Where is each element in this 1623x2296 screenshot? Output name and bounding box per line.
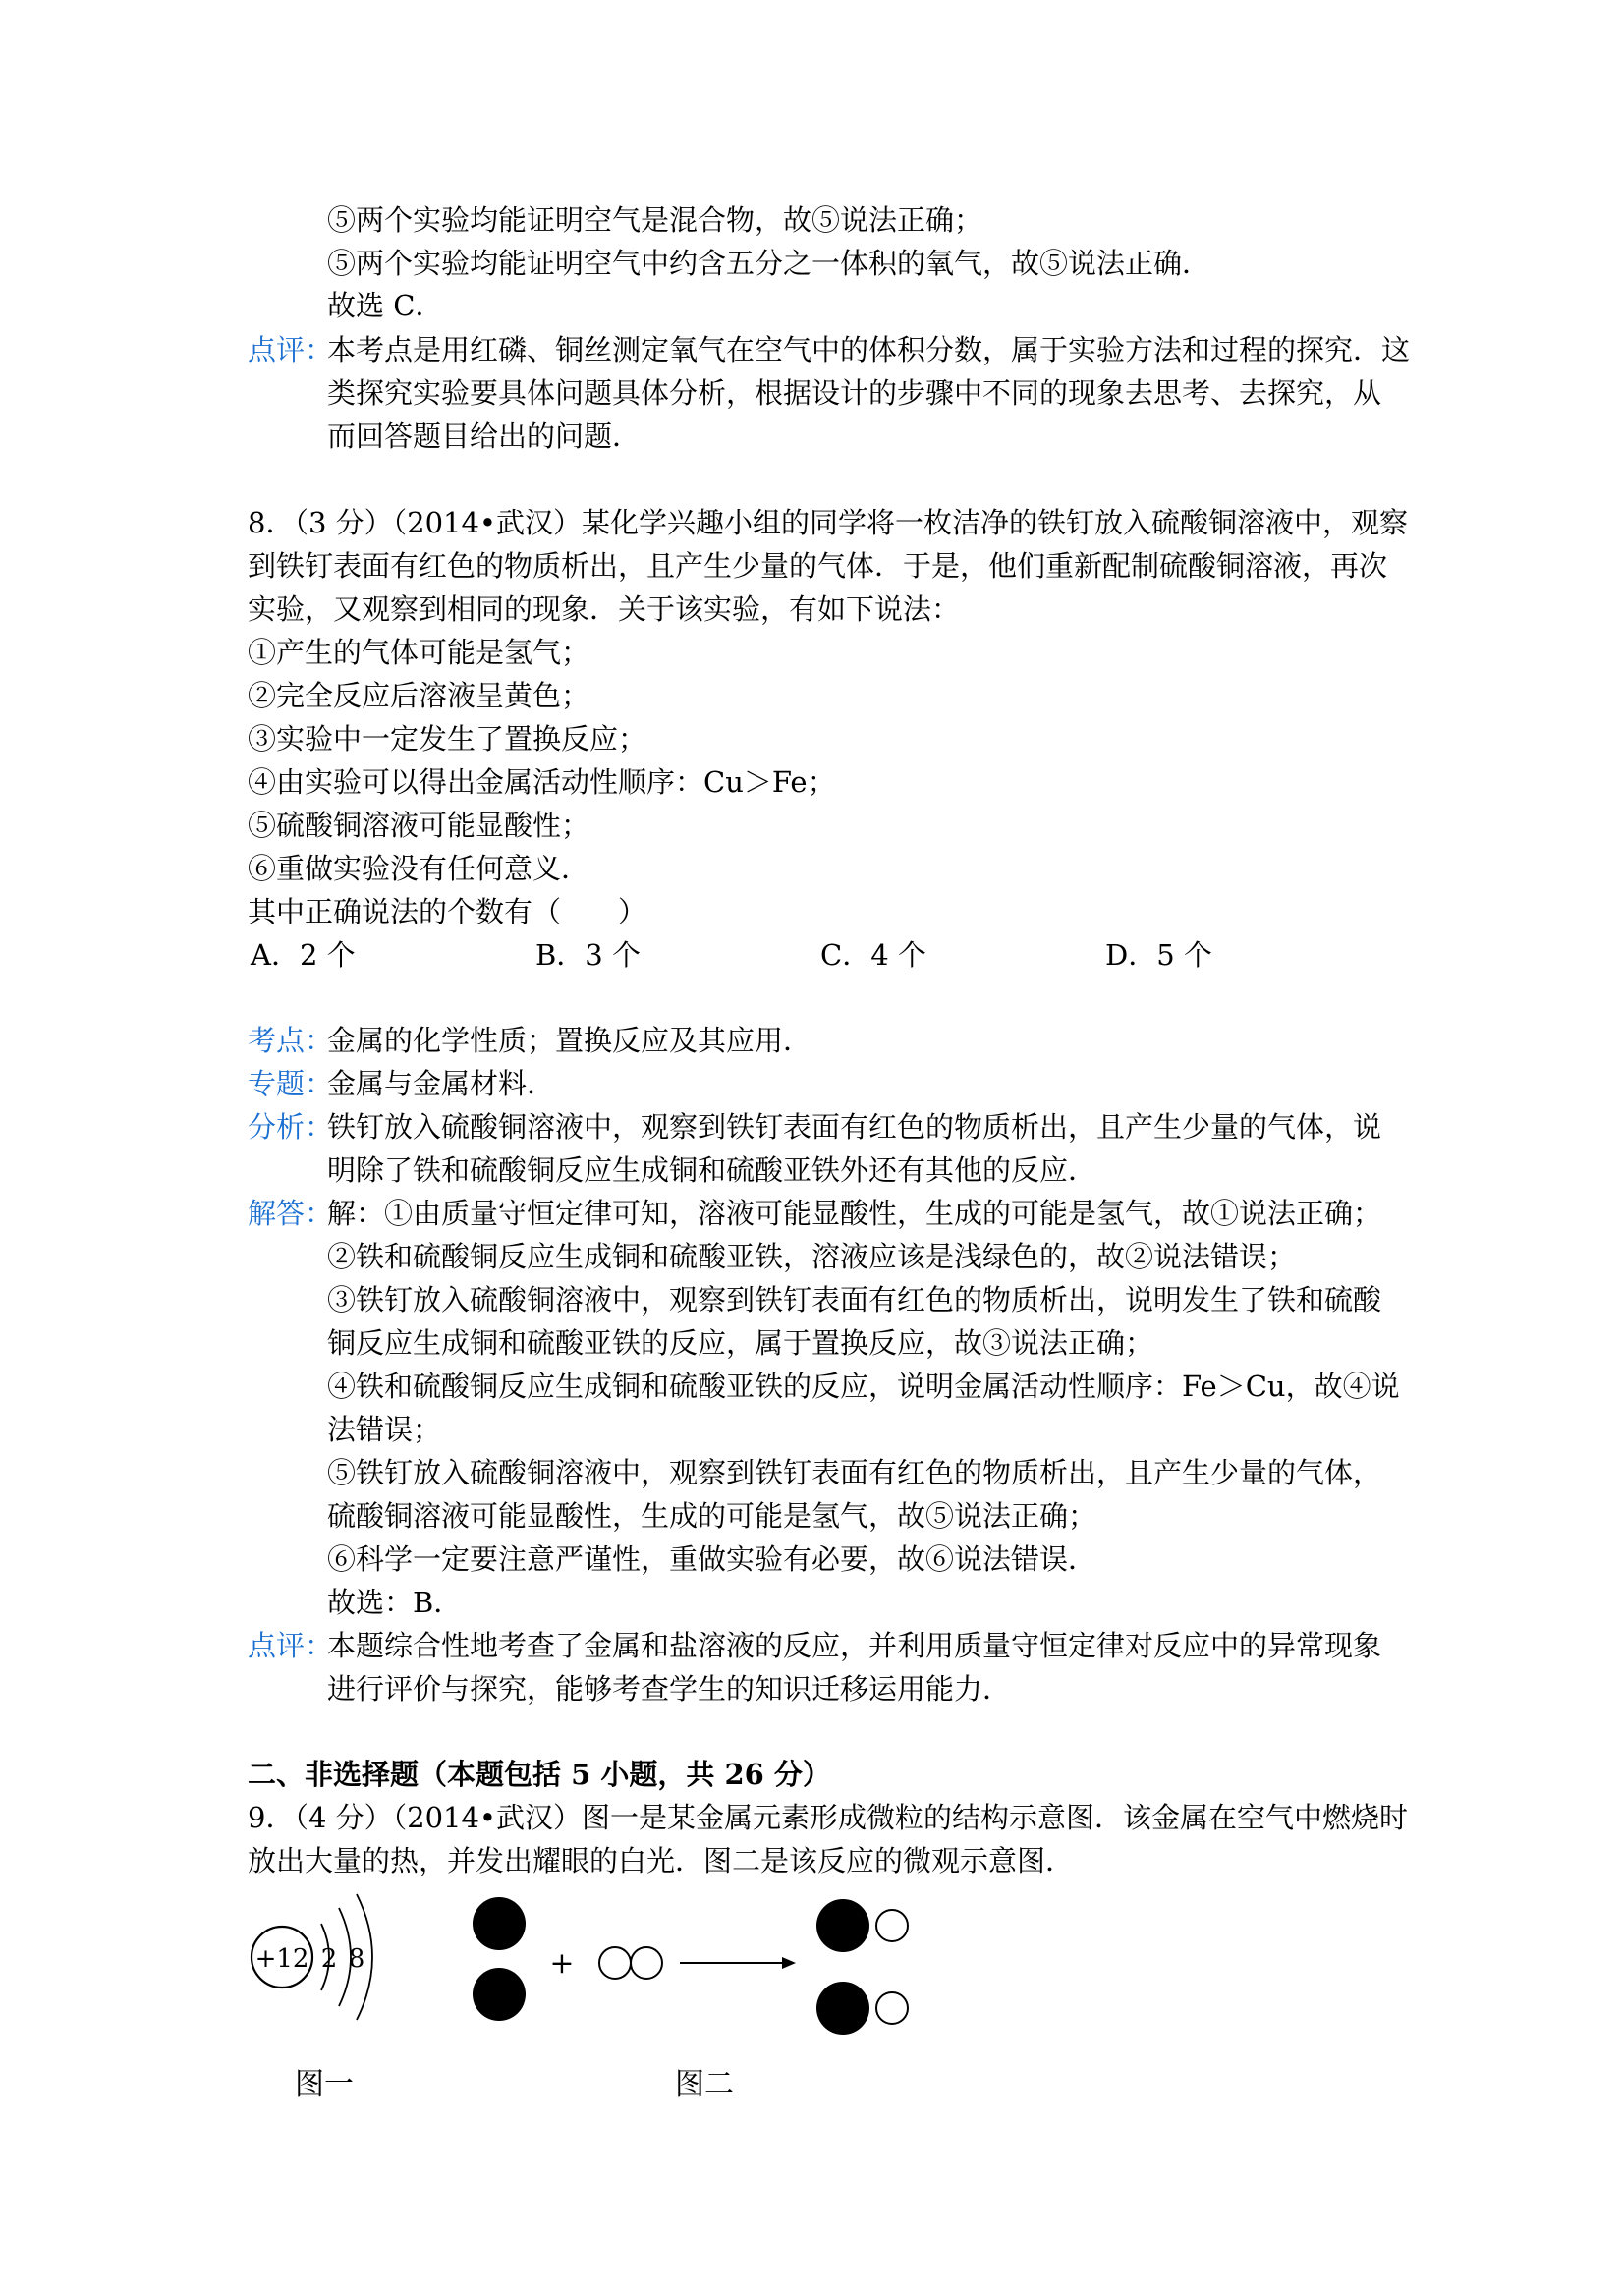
prev-comment-line-2: 类探究实验要具体问题具体分析，根据设计的步骤中不同的现象去思考、去探究，从 [327,376,1382,410]
product-metal-atom-2 [816,1982,869,2035]
q8-jieda-4: 铜反应生成铜和硫酸亚铁的反应，属于置换反应，故③说法正确； [327,1326,1154,1360]
q8-stem-1: 8．（3 分）（2014•武汉）某化学兴趣小组的同学将一枚洁净的铁钉放入硫酸铜溶液中，观察 [248,506,1409,539]
q8-jieda-9: ⑥科学一定要注意严谨性，重做实验有必要，故⑥说法错误． [327,1542,1097,1576]
shell-2-count: 8 [348,1944,365,1974]
product-oxygen-atom-2 [876,1992,908,2024]
q8-option-d: D．5 个 [1105,938,1212,972]
oxygen-atom-1 [599,1947,631,1979]
q8-option-b: B．3 个 [535,938,641,972]
q8-zhuanti-label: 专题： [248,1067,334,1100]
figure-1-caption: 图一 [295,2067,354,2101]
q8-question: 其中正确说法的个数有（ ） [248,895,647,928]
q9-stem-2: 放出大量的热，并发出耀眼的白光．图二是该反应的微观示意图． [248,1844,1075,1877]
reaction-arrow-head [782,1957,796,1969]
nucleus-charge: +12 [254,1944,309,1974]
figure-2-reaction-diagram [452,1886,933,2053]
metal-atom-1 [473,1897,526,1950]
q8-stem-3: 实验，又观察到相同的现象．关于该实验，有如下说法： [248,592,961,626]
q8-dianping-label: 点评： [248,1629,334,1662]
q8-jieda-2: ②铁和硫酸铜反应生成铜和硫酸亚铁，溶液应该是浅绿色的，故②说法错误； [327,1240,1297,1273]
metal-atom-2 [473,1968,526,2021]
q8-statement-4: ④由实验可以得出金属活动性顺序：Cu＞Fe； [248,765,836,799]
plus-sign: + [549,1946,575,1981]
q8-jieda-1: 解：①由质量守恒定律可知，溶液可能显酸性，生成的可能是氢气，故①说法正确； [327,1197,1382,1230]
q8-jieda-label: 解答： [248,1197,334,1230]
q8-jieda-10: 故选：B． [327,1586,463,1619]
q8-fenxi-2: 明除了铁和硫酸铜反应生成铜和硫酸亚铁外还有其他的反应． [327,1153,1097,1187]
q8-dianping-2: 进行评价与探究，能够考查学生的知识迁移运用能力． [327,1672,1012,1706]
q8-jieda-7: ⑤铁钉放入硫酸铜溶液中，观察到铁钉表面有红色的物质析出，且产生少量的气体， [327,1456,1382,1489]
q8-jieda-5: ④铁和硫酸铜反应生成铜和硫酸亚铁的反应，说明金属活动性顺序：Fe＞Cu，故④说 [327,1370,1400,1403]
figure-1-atom-structure [241,1886,388,2034]
q8-option-c: C．4 个 [820,938,926,972]
prev-line-1: ⑤两个实验均能证明空气是混合物，故⑤说法正确； [327,203,983,237]
q8-statement-3: ③实验中一定发生了置换反应； [248,722,647,756]
q8-kaodian: 金属的化学性质；置换反应及其应用． [327,1024,812,1057]
prev-line-3: 故选 C． [327,289,444,322]
q9-stem-1: 9．（4 分）（2014•武汉）图一是某金属元素形成微粒的结构示意图．该金属在空气中燃烧时 [248,1801,1409,1834]
q8-fenxi-1: 铁钉放入硫酸铜溶液中，观察到铁钉表面有红色的物质析出，且产生少量的气体，说 [327,1110,1382,1144]
q8-statement-5: ⑤硫酸铜溶液可能显酸性； [248,809,590,842]
prev-comment-label: 点评： [248,333,334,366]
q8-dianping-1: 本题综合性地考查了金属和盐溶液的反应，并利用质量守恒定律对反应中的异常现象 [327,1629,1382,1662]
prev-comment-line-1: 本考点是用红磷、铜丝测定氧气在空气中的体积分数，属于实验方法和过程的探究．这 [327,333,1411,366]
oxygen-atom-2 [631,1947,662,1979]
q8-statement-2: ②完全反应后溶液呈黄色； [248,679,590,712]
section-heading: 二、非选择题（本题包括 5 小题，共 26 分） [248,1758,831,1791]
q8-zhuanti: 金属与金属材料． [327,1067,556,1100]
q8-kaodian-label: 考点： [248,1024,334,1057]
q8-option-a: A．2 个 [251,938,356,972]
figure-2-caption: 图二 [675,2067,734,2101]
shell-1-count: 2 [320,1944,338,1974]
prev-comment-line-3: 而回答题目给出的问题． [327,420,642,453]
prev-line-2: ⑤两个实验均能证明空气中约含五分之一体积的氧气，故⑤说法正确． [327,247,1211,280]
q8-statement-6: ⑥重做实验没有任何意义． [248,852,590,885]
q8-statement-1: ①产生的气体可能是氢气； [248,636,590,669]
q8-stem-2: 到铁钉表面有红色的物质析出，且产生少量的气体．于是，他们重新配制硫酸铜溶液，再次 [248,549,1388,583]
product-oxygen-atom-1 [876,1910,908,1941]
q8-jieda-8: 硫酸铜溶液可能显酸性，生成的可能是氢气，故⑤说法正确； [327,1499,1097,1533]
product-metal-atom-1 [816,1899,869,1952]
q8-jieda-3: ③铁钉放入硫酸铜溶液中，观察到铁钉表面有红色的物质析出，说明发生了铁和硫酸 [327,1283,1382,1316]
q8-jieda-6: 法错误； [327,1413,442,1446]
q8-fenxi-label: 分析： [248,1110,334,1144]
